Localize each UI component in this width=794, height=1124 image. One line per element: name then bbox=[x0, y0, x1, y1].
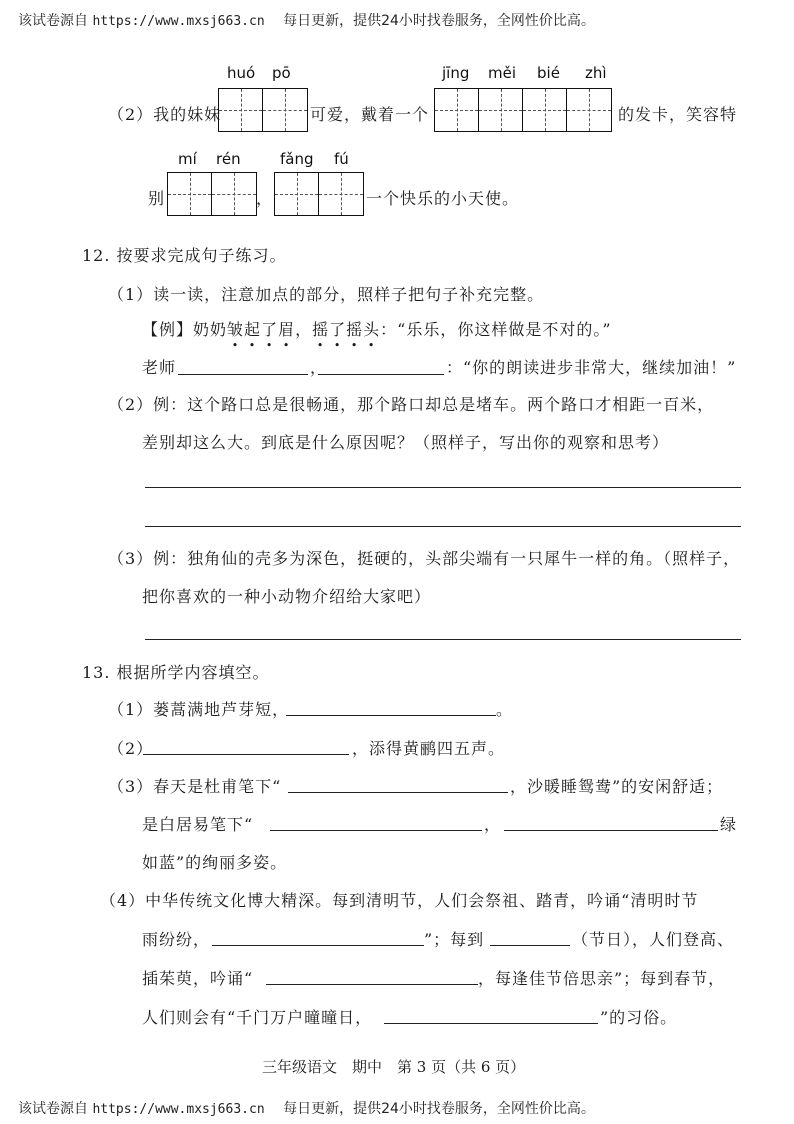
q13-4-line1: （4）中华传统文化博大精深。每到清明节，人们会祭祖、踏青，吟诵“清明时节 bbox=[100, 891, 699, 910]
q11-2-label: （2）我的妹妹 bbox=[108, 105, 222, 124]
grid-cell[interactable] bbox=[319, 173, 363, 215]
q13-4-line4b: ”的习俗。 bbox=[600, 1008, 678, 1027]
dotted-char: 了 bbox=[329, 320, 347, 339]
answer-line[interactable] bbox=[212, 945, 424, 946]
example-pre: 奶奶 bbox=[193, 320, 228, 339]
q12-example bbox=[142, 317, 612, 340]
pinyin-zhi: zhì bbox=[585, 64, 607, 82]
q11-2-end: 的发卡，笑容特 bbox=[618, 105, 738, 124]
header-url[interactable]: https://www.mxsj663.cn bbox=[92, 14, 265, 29]
header-source-label: 该试卷源自 bbox=[18, 13, 88, 29]
grid-cell[interactable] bbox=[479, 89, 523, 131]
q12-title: 12. 按要求完成句子练习。 bbox=[82, 246, 287, 265]
dotted-char: 起 bbox=[244, 320, 262, 339]
answer-line[interactable] bbox=[266, 984, 478, 985]
grid-cell[interactable] bbox=[275, 173, 319, 215]
q12-2-line2: 差别却这么大。到底是什么原因呢？（照样子，写出你的观察和思考） bbox=[142, 433, 670, 452]
grid-cell[interactable] bbox=[567, 89, 611, 131]
answer-grid-fangfu[interactable] bbox=[274, 172, 364, 216]
footer-bar bbox=[18, 1098, 595, 1118]
q12-2-line1: （2）例：这个路口总是很畅通，那个路口却总是堵车。两个路口才相距一百米， bbox=[108, 395, 715, 414]
pinyin-bie: bié bbox=[537, 64, 560, 82]
answer-line[interactable] bbox=[270, 830, 482, 831]
q11-2-end2: 一个快乐的小天使。 bbox=[366, 189, 520, 208]
q13-2-text: ，添得黄鹂四五声。 bbox=[352, 739, 506, 758]
pinyin-mei: měi bbox=[488, 64, 517, 82]
q13-3-green: 绿 bbox=[720, 815, 738, 834]
q13-3-text: （3）春天是杜甫笔下“ bbox=[108, 777, 282, 796]
q11-2-comma: ， bbox=[256, 189, 274, 208]
dotted-char: 头 bbox=[363, 320, 381, 339]
answer-line[interactable] bbox=[288, 792, 508, 793]
answer-line[interactable] bbox=[286, 715, 496, 716]
teacher-label: 老师 bbox=[142, 358, 177, 377]
q13-4-line2c: （节日），人们登高、 bbox=[572, 930, 735, 949]
grid-cell[interactable] bbox=[212, 173, 256, 215]
dotted-char: 摇 bbox=[346, 320, 364, 339]
answer-line[interactable] bbox=[143, 754, 349, 755]
pinyin-po: pō bbox=[272, 64, 291, 82]
dotted-char: 皱 bbox=[227, 320, 245, 339]
answer-line[interactable] bbox=[145, 487, 741, 488]
answer-line[interactable] bbox=[384, 1023, 598, 1024]
pinyin-fang: fǎng bbox=[280, 150, 314, 168]
answer-line[interactable] bbox=[504, 830, 718, 831]
example-post: ：“乐乐，你这样做是不对的。” bbox=[380, 320, 612, 339]
q12-1-title: （1）读一读，注意加点的部分，照样子把句子补充完整。 bbox=[108, 285, 545, 304]
grid-cell[interactable] bbox=[168, 173, 212, 215]
grid-cell[interactable] bbox=[263, 89, 307, 131]
footer-url[interactable]: https://www.mxsj663.cn bbox=[92, 1102, 265, 1117]
answer-line[interactable] bbox=[318, 374, 444, 375]
q12-3-line1: （3）例：独角仙的壳多为深色，挺硬的，头部尖端有一只犀牛一样的角。（照样子， bbox=[108, 549, 741, 568]
pinyin-huo: huó bbox=[227, 64, 256, 82]
q13-3-text2: ，沙暖睡鸳鸯”的安闲舒适； bbox=[510, 777, 724, 796]
teacher-quote: ：“你的朗读进步非常大，继续加油！” bbox=[446, 358, 737, 377]
grid-cell[interactable] bbox=[435, 89, 479, 131]
page-footer: 三年级语文 期中 第 3 页（共 6 页） bbox=[262, 1058, 526, 1076]
header-slogan: 每日更新，提供24小时找卷服务，全网性价比高。 bbox=[283, 13, 595, 29]
footer-slogan: 每日更新，提供24小时找卷服务，全网性价比高。 bbox=[283, 1101, 595, 1117]
example-mid: ， bbox=[295, 320, 313, 339]
q12-3-line2: 把你喜欢的一种小动物介绍给大家吧） bbox=[142, 587, 432, 606]
q13-3-line2: 是白居易笔下“ bbox=[142, 815, 254, 834]
grid-cell[interactable] bbox=[219, 89, 263, 131]
answer-line[interactable] bbox=[145, 526, 741, 527]
grid-cell[interactable] bbox=[523, 89, 567, 131]
q13-title: 13. 根据所学内容填空。 bbox=[82, 663, 270, 682]
dotted-char: 摇 bbox=[312, 320, 330, 339]
dotted-char: 眉 bbox=[278, 320, 296, 339]
q11-2-start2: 别 bbox=[148, 189, 166, 208]
answer-grid-jingmeibiezhi[interactable] bbox=[434, 88, 612, 132]
pinyin-fu: fú bbox=[334, 150, 349, 168]
answer-grid-miren[interactable] bbox=[167, 172, 257, 216]
q13-4-line2b: ”；每到 bbox=[424, 930, 485, 949]
pinyin-jing: jīng bbox=[442, 64, 470, 82]
answer-line[interactable] bbox=[178, 374, 308, 375]
q13-4-line4a: 人们则会有“千门万户曈曈日， bbox=[142, 1008, 373, 1027]
q13-3-line3: 如蓝”的绚丽多姿。 bbox=[142, 853, 288, 872]
q11-2-mid: 可爱，戴着一个 bbox=[310, 105, 430, 124]
teacher-comma: ， bbox=[310, 358, 328, 377]
q13-4-line3b: ，每逢佳节倍思亲”；每到春节， bbox=[478, 969, 726, 988]
pinyin-mi: mí bbox=[178, 150, 197, 168]
pinyin-ren: rén bbox=[216, 150, 241, 168]
q13-1-text: （1）蒌蒿满地芦芽短， bbox=[108, 700, 290, 719]
footer-source-label: 该试卷源自 bbox=[18, 1101, 88, 1117]
answer-grid-huopo[interactable] bbox=[218, 88, 308, 132]
example-tag: 【例】 bbox=[142, 320, 194, 339]
q13-4-line2a: 雨纷纷， bbox=[142, 930, 211, 949]
dotted-char: 了 bbox=[261, 320, 279, 339]
q13-1-end: 。 bbox=[496, 700, 514, 719]
q13-4-line3a: 插茱萸，吟诵“ bbox=[142, 969, 254, 988]
answer-line[interactable] bbox=[145, 639, 741, 640]
q13-3-comma: ， bbox=[484, 815, 502, 834]
q13-2-label: （2） bbox=[108, 739, 154, 758]
answer-line[interactable] bbox=[490, 945, 570, 946]
header-bar bbox=[18, 10, 595, 30]
